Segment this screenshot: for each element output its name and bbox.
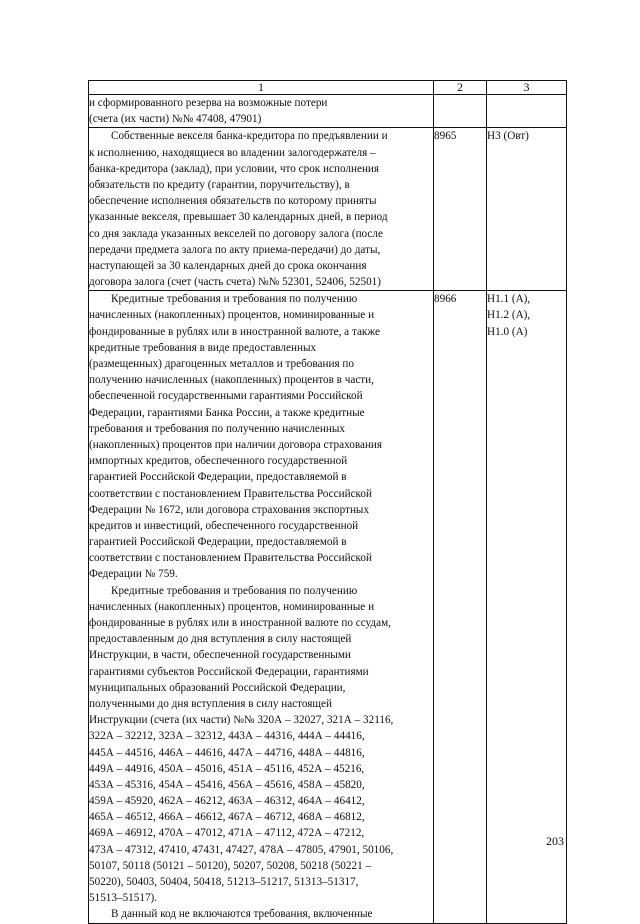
table-row xyxy=(89,291,567,923)
text-line: Собственные векселя банка-кредитора по предъявлении и xyxy=(111,130,388,143)
text-line: соответствии с постановлением Правительства Российской xyxy=(89,552,373,565)
text-line: 445А – 44516, 446А – 44616, 447А – 44716, 448А – 44816, xyxy=(89,746,365,759)
text-line: Кредитные требования и требования по получению xyxy=(111,584,358,597)
row-text-cell xyxy=(89,291,434,923)
text-line: (размещенных) драгоценных металлов и требования по xyxy=(89,358,354,370)
text-line: гарантией Российской Федерации, предоставляемой в xyxy=(89,536,347,549)
text-line: Кредитные требования и требования по получению xyxy=(111,293,358,306)
text-line: начисленных (накопленных) процентов, номинированные и xyxy=(89,309,375,322)
text-line: передачи предмета залога по акту приема-передачи) до даты, xyxy=(89,243,381,256)
text-line: к исполнению, находящиеся во владении залогодержателя – xyxy=(89,146,376,159)
text-line: гарантиями субъектов Российской Федерации, гарантиями xyxy=(89,665,369,678)
text-line: 453А – 45316, 454А – 45416, 456А – 45616, 458А – 45820, xyxy=(89,778,365,791)
text-line: 469А – 46912, 470А – 47012, 471А – 47112, 472А – 47212, xyxy=(89,827,365,840)
row-code-cell: 8966 xyxy=(434,291,487,923)
text-line: обеспеченной государственными гарантиями Российской xyxy=(89,390,363,403)
row-text-cell xyxy=(89,95,434,128)
text-line: В данный код не включаются требования, включенные xyxy=(111,908,373,921)
text-line: со дня заклада указанных векселей по договору залога (после xyxy=(89,227,383,240)
text-line: Инструкции, в части, обеспеченной государственными xyxy=(89,649,351,662)
text-line: (накопленных) процентов при наличии договора страхования xyxy=(89,438,383,451)
text-line: договора залога (счет (часть счета) №№ 52301, 52406, 52501) xyxy=(89,276,381,289)
text-line: Федерации № 1672, или договора страхования экспортных xyxy=(89,503,370,516)
text-line: 50220), 50403, 50404, 50418, 51213–51217, 51313–51317, xyxy=(89,876,359,888)
text-line: кредитов и инвестиций, обеспеченного государственной xyxy=(89,519,359,532)
table-row xyxy=(89,128,567,291)
header-col-1: 1 xyxy=(89,81,434,95)
row-text-cell xyxy=(89,128,434,291)
table-row xyxy=(89,95,567,128)
text-line: импортных кредитов, обеспеченного государственной xyxy=(89,455,348,468)
text-line: получению начисленных (накопленных) процентов в части, xyxy=(89,374,374,387)
row-standards-cell xyxy=(487,291,567,923)
text-line: банка-кредитора (заклад), при условии, что срок исполнения xyxy=(89,162,380,175)
text-line: гарантией Российской Федерации, предоставляемой в xyxy=(89,471,347,484)
text-line: 473А – 47312, 47410, 47431, 47427, 478А – 47805, 47901, 50106, xyxy=(89,843,394,856)
text-line: и сформированного резерва на возможные потери xyxy=(89,97,328,109)
text-line: наступающей за 30 календарных дней до срока окончания xyxy=(89,259,367,272)
text-line: 449А – 44916, 450А – 45016, 451А – 45116, 452А – 45216, xyxy=(89,762,365,775)
row-code-cell: 8965 xyxy=(434,128,487,291)
header-col-2: 2 xyxy=(434,81,487,95)
standard-item: Н3 (Овт) xyxy=(487,130,529,143)
text-line: 51513–51517). xyxy=(89,892,158,905)
text-line: 50107, 50118 (50121 – 50120), 50207, 50208, 50218 (50221 – xyxy=(89,859,372,872)
text-line: Федерации, гарантиями Банка России, а также кредитные xyxy=(89,406,365,419)
text-line: Инструкции (счета (их части) №№ 320А – 32027, 321А – 32116, xyxy=(89,714,394,727)
text-line: указанные векселя, превышает 30 календарных дней, в период xyxy=(89,211,388,224)
text-line: 459А – 45920, 462А – 46212, 463А – 46312, 464А – 46412, xyxy=(89,795,365,808)
text-line: полученными до дня вступления в силу настоящей xyxy=(89,697,332,710)
text-line: фондированные в рублях или в иностранной валюте, а также xyxy=(89,325,380,338)
text-line: фондированные в рублях или в иностранной валюте по ссудам, xyxy=(89,617,391,629)
header-col-3: 3 xyxy=(487,81,567,95)
text-line: обеспечение исполнения обязательств по которому приняты xyxy=(89,195,377,208)
text-line: Федерации № 759. xyxy=(89,568,178,581)
page-number: 203 xyxy=(546,834,564,848)
text-line: соответствии с постановлением Правительства Российской xyxy=(89,487,373,500)
row-standards-cell xyxy=(487,95,567,128)
row-standards-cell xyxy=(487,128,567,291)
standard-item: Н1.1 (А), xyxy=(487,293,531,306)
table-header-row xyxy=(89,81,567,95)
text-line: обязательств по кредиту (гарантии, поручительству), в xyxy=(89,178,350,191)
standard-item: Н1.2 (А), xyxy=(487,309,531,322)
document-table xyxy=(88,80,567,924)
text-line: 465А – 46512, 466А – 46612, 467А – 46712, 468А – 46812, xyxy=(89,811,365,824)
text-line: муниципальных образований Российской Федерации, xyxy=(89,681,346,694)
text-line: начисленных (накопленных) процентов, номинированные и xyxy=(89,600,375,613)
standard-item: Н1.0 (А) xyxy=(487,325,528,338)
text-line: кредитные требования в виде предоставленных xyxy=(89,341,317,354)
text-line: (счета (их части) №№ 47408, 47901) xyxy=(89,113,262,126)
row-code-cell xyxy=(434,95,487,128)
text-line: предоставленным до дня вступления в силу настоящей xyxy=(89,633,352,646)
text-line: требования и требования по получению начисленных xyxy=(89,422,345,435)
text-line: 322А – 32212, 323А – 32312, 443А – 44316, 444А – 44416, xyxy=(89,730,365,743)
